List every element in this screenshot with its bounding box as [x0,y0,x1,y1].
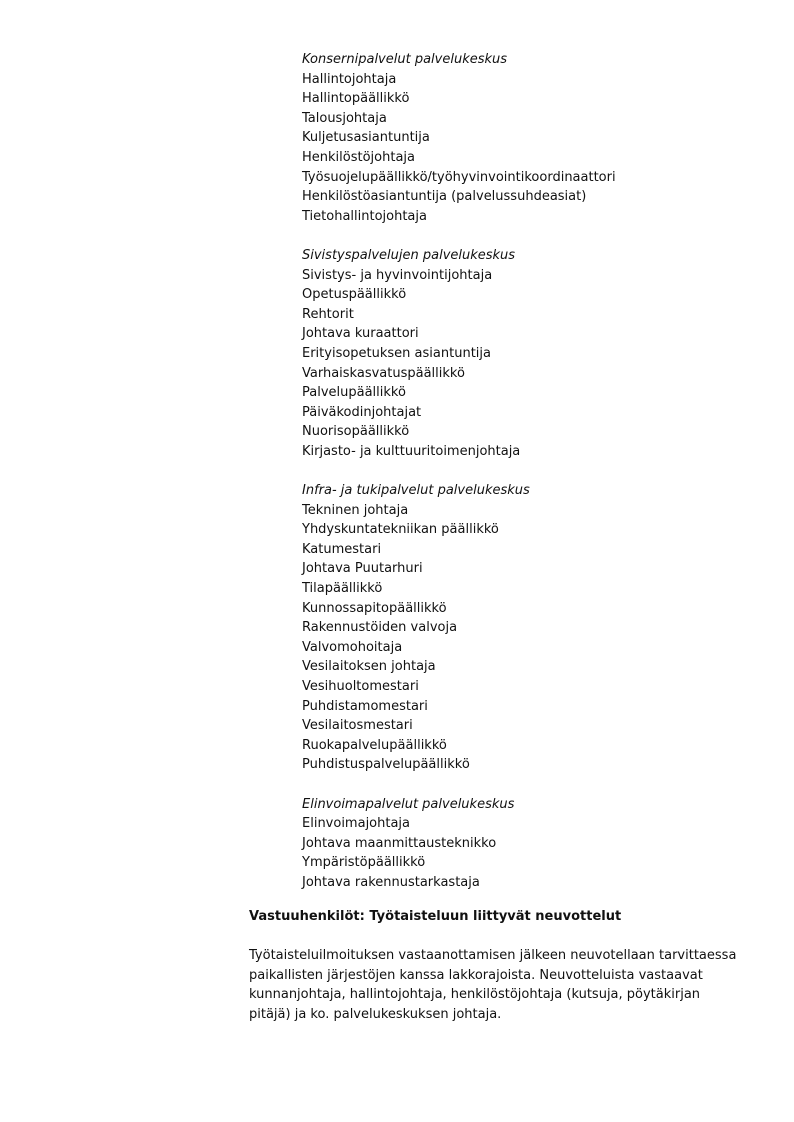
body-paragraph [249,946,769,1024]
paragraph-line: pitäjä) ja ko. palvelukeskuksen johtaja. [249,1006,502,1022]
section-sivistyspalvelut [302,246,762,462]
section-elinvoimapalvelut [302,795,762,893]
list-item: Puhdistamomestari [302,698,428,714]
list-item: Kirjasto- ja kulttuuritoimenjohtaja [302,443,521,459]
list-item: Johtava maanmittausteknikko [302,835,497,851]
section-konsernipalvelut [302,50,762,226]
list-item: Talousjohtaja [302,110,387,126]
list-item: Kuljetusasiantuntija [302,130,430,146]
section-infra-tukipalvelut [302,481,762,775]
list-item: Ruokapalvelupäällikkö [302,737,447,753]
list-item: Valvomohoitaja [302,639,403,655]
list-item: Ympäristöpäällikkö [302,855,426,871]
list-item: Varhaiskasvatuspäällikkö [302,365,465,381]
section-heading: Konsernipalvelut palvelukeskus [302,52,508,67]
paragraph-line: paikallisten järjestöjen kanssa lakkorajoista. Neuvotteluista vastaavat [249,967,703,983]
list-item: Johtava kuraattori [302,326,419,342]
list-item: Puhdistuspalvelupäällikkö [302,757,470,773]
list-item: Erityisopetuksen asiantuntija [302,345,491,361]
section-heading: Infra- ja tukipalvelut palvelukeskus [302,483,530,499]
list-item: Hallintojohtaja [302,71,397,87]
list-item: Palvelupäällikkö [302,385,406,401]
paragraph-line: kunnanjohtaja, hallintojohtaja, henkilöstöjohtaja (kutsuja, pöytäkirjan [249,987,701,1003]
list-item: Työsuojelupäällikkö/työhyvinvointikoordinaattori [302,169,616,185]
list-item: Johtava rakennustarkastaja [302,874,480,890]
personnel-list [302,50,762,912]
list-item: Elinvoimajohtaja [302,816,411,832]
list-item: Tilapäällikkö [302,581,383,597]
paragraph-line: Työtaisteluilmoituksen vastaanottamisen jälkeen neuvotellaan tarvittaessa [249,948,737,964]
list-item: Hallintopäällikkö [302,91,410,107]
list-item: Sivistys- ja hyvinvointijohtaja [302,267,493,283]
list-item: Yhdyskuntatekniikan päällikkö [302,522,499,538]
responsibility-section [249,907,769,1025]
list-item: Henkilöstöasiantuntija (palvelussuhdeasiat) [302,189,587,205]
list-item: Rakennustöiden valvoja [302,620,458,636]
list-item: Vesilaitosmestari [302,718,413,734]
list-item: Tietohallintojohtaja [302,208,427,224]
list-item: Johtava Puutarhuri [302,561,423,577]
section-heading: Sivistyspalvelujen palvelukeskus [302,247,516,263]
list-item: Rehtorit [302,306,354,322]
section-heading: Elinvoimapalvelut palvelukeskus [302,796,515,812]
list-item: Vesilaitoksen johtaja [302,659,436,675]
list-item: Vesihuoltomestari [302,679,419,694]
list-item: Päiväkodinjohtajat [302,404,422,420]
list-item: Opetuspäällikkö [302,287,407,303]
list-item: Katumestari [302,541,382,557]
list-item: Nuorisopäällikkö [302,424,410,440]
list-item: Kunnossapitopäällikkö [302,600,447,616]
list-item: Tekninen johtaja [302,502,409,518]
list-item: Henkilöstöjohtaja [302,149,415,165]
section-title: Vastuuhenkilöt: Työtaisteluun liittyvät neuvottelut [249,909,622,924]
